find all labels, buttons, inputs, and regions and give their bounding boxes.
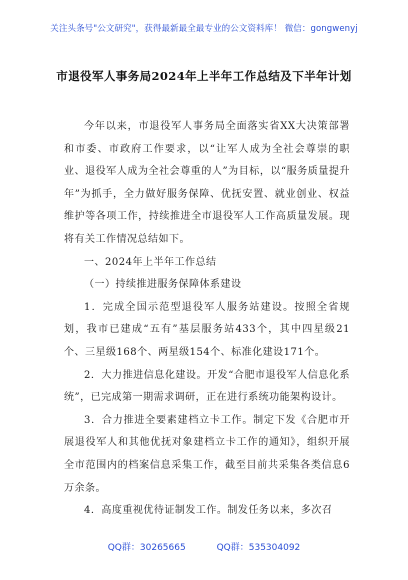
item-paragraph: 3．合力推进全要素建档立卡工作。制定下发《合肥市开展退役军人和其他优抚对象建档立卡工作的通知》，组织开展全市范围内的档案信息采集工作，截至目前共采集各类信息6万余条。 (64, 414, 350, 494)
footer-contact (0, 540, 408, 553)
promo-banner: 关注头条号"公文研究"，获得最新最全最专业的公文资料库！ 微信：gongwenyj (50, 24, 358, 34)
item-paragraph: 1．完成全国示范型退役军人服务站建设。按照全省规划，我市已建成“五有”基层服务站433个，其中四星级21个、三星级168个、两星级154个、标准化建设171个。 (64, 301, 350, 358)
qq-group-1: QQ群：30265665 (107, 543, 186, 553)
section-heading: 一、2024年上半年工作总结 (84, 256, 217, 268)
document-body (64, 116, 350, 523)
subsection-heading: （一）持续推进服务保障体系建设 (84, 279, 242, 291)
qq-group-2: QQ群：535304092 (216, 543, 301, 553)
item-paragraph: 4．高度重视优待证制发工作。制发任务以来，多次召 (84, 505, 333, 517)
document-title: 市退役军人事务局2024年上半年工作总结及下半年计划 (56, 69, 352, 83)
item-paragraph: 2．大力推进信息化建设。开发“合肥市退役军人信息化系统”，已完成第一期需求调研，正在进行系统功能架构设计。 (64, 369, 350, 404)
intro-paragraph: 今年以来，市退役军人事务局全面落实省XX大决策部署和市委、市政府工作要求，以“让军人成为全社会尊崇的职业、退役军人成为全社会尊重的人”为目标，以“服务质量提升年”为抓手，全力做好服务保障、优抚安置、就业创业、权益维护等各项工作，持续推进全市退役军人工作高质量发展。现将有关工作情况总结如下。 (64, 121, 350, 245)
